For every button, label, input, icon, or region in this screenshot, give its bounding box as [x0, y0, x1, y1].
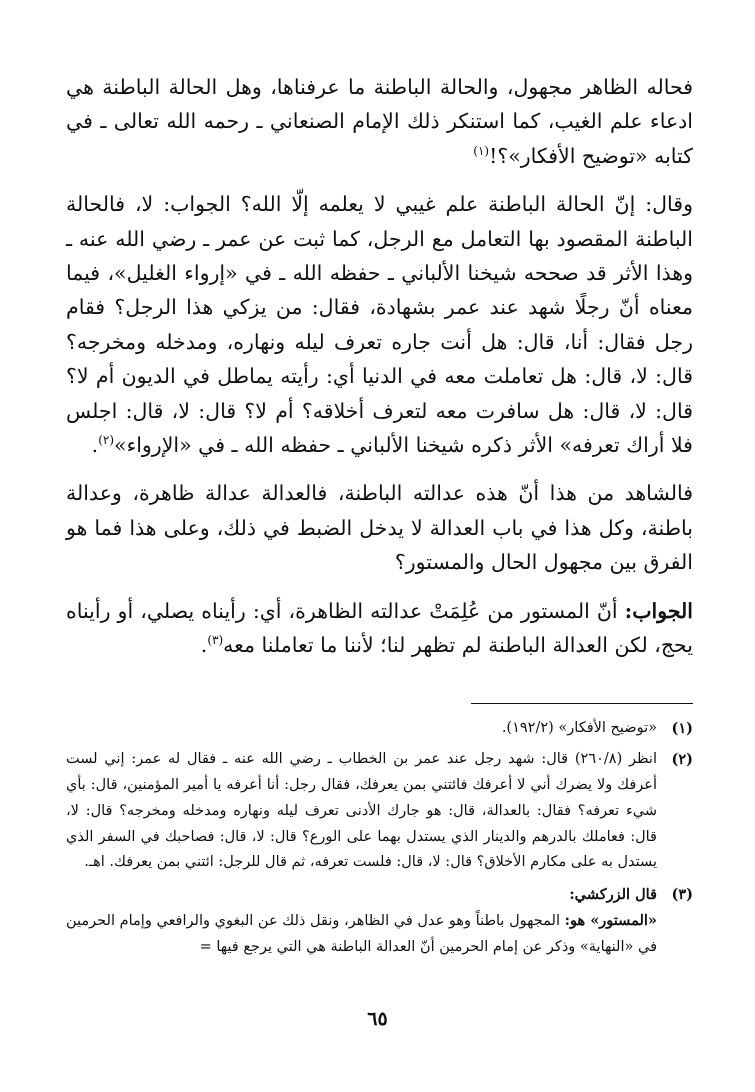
footnote-ref-1[interactable]: (١)	[473, 143, 490, 158]
footnote-ref-3[interactable]: (٣)	[207, 633, 224, 648]
footnote-ref-2[interactable]: (٢)	[98, 433, 115, 448]
answer-label: الجواب:	[624, 598, 693, 623]
footnote-lead: «المستور» هو:	[564, 912, 657, 930]
paragraph-4-end: .	[200, 633, 208, 658]
footnote-1	[66, 716, 693, 742]
footnote-text: المجهول باطناً وهو عدل في الظاهر، ونقل ذلك عن البغوي والرافعي وإمام الحرمين في «النهاية» وذكر عن إمام الحرمين أنّ العدالة الباطنة هي التي يرجع فيها =	[66, 913, 657, 955]
paragraph-3	[66, 476, 693, 579]
paragraph-4-text: أنّ المستور من عُلِمَتْ عدالته الظاهرة، أي: رأيناه يصلي، أو رأيناه يحج، لكن العدالة الباطنة لم تظهر لنا؛ لأننا ما تعاملنا معه	[66, 598, 693, 658]
paragraph-4	[66, 594, 693, 663]
paragraph-1	[66, 70, 693, 173]
paragraph-1-text: فحاله الظاهر مجهول، والحالة الباطنة ما عرفناها، وهل الحالة الباطنة هي ادعاء علم الغيب، كما استنكر ذلك الإمام الصنعاني ـ رحمه الله تعالى ـ في كتابه «توضيح الأفكار»؟!	[66, 75, 693, 168]
footnote-number: (٣)	[671, 886, 693, 904]
paragraph-2-text: وقال: إنّ الحالة الباطنة علم غيبي لا يعلمه إلّا الله؟ الجواب: لا، فالحالة الباطنة المقصود بها التعامل مع الرجل، كما ثبت عن عمر ـ رضي الله عنه ـ وهذا الأثر قد صححه شيخنا الألباني ـ حفظه الله ـ في «إرواء الغليل»، فيما معناه أنّ رجلًا شهد عند عمر بشهادة، فقال: من يزكي هذا الرجل؟ فقام رجل فقال: أنا، قال: هل أنت جاره تعرف ليله ونهاره، ومدخله ومخرجه؟ قال: لا، قال: هل تعاملت معه في الدنيا أي: رأيته يماطل في الديون أم لا؟ قال: لا، قال: هل سافرت معه لتعرف أخلاقه؟ أم لا؟ قال: لا، قال: اجلس فلا أراك تعرفه» الأثر ذكره شيخنا الألباني ـ حفظه الله ـ في «الإرواء»	[66, 192, 693, 458]
paragraph-3-text: فالشاهد من هذا أنّ هذه عدالته الباطنة، فالعدالة عدالة ظاهرة، وعدالة باطنة، وكل هذا في باب العدالة لا يدخل الضبط في ذلك، وعلى هذا فما هو الفرق بين مجهول الحال والمستور؟	[66, 481, 693, 575]
footnote-text: انظر (٢٦٠/٨) قال: شهد رجل عند عمر بن الخطاب ـ رضي الله عنه ـ فقال له عمر: إني لست أعرفك ولا يضرك أني لا أعرفك فائتني بمن يعرفك، فقال رجل: أنا أعرفه يا أمير المؤمنين، قال: بأي شيء تعرفه؟ فقال: بالعدالة، قال: هو جارك الأدنى تعرف ليله ونهاره ومدخله ومخرجه؟ قال: لا، قال: فعاملك بالدرهم والدينار الذي يستدل بهما على الورع؟ قال: لا، قال: فصاحبك في السفر الذي يستدل به على مكارم الأخلاق؟ قال: لا، قال: فلست تعرفه، ثم قال للرجل: ائتني بمن يعرفك. اهـ.	[66, 751, 657, 871]
footnote-title: قال الزركشي:	[569, 886, 657, 904]
paragraph-2-end: .	[91, 433, 99, 458]
page-number: ٦٥	[367, 1008, 388, 1030]
footnote-number: (١)	[671, 719, 693, 737]
footnotes	[66, 716, 693, 961]
footnote-content	[66, 908, 657, 961]
footnote-number: (٢)	[671, 751, 693, 769]
footnote-2	[66, 747, 693, 876]
paragraph-2	[66, 187, 693, 462]
footnote-body	[66, 882, 657, 960]
footnote-divider	[471, 703, 693, 704]
footnote-3	[66, 882, 693, 960]
footnote-text: «توضيح الأفكار» (١٩٢/٢).	[501, 719, 657, 736]
